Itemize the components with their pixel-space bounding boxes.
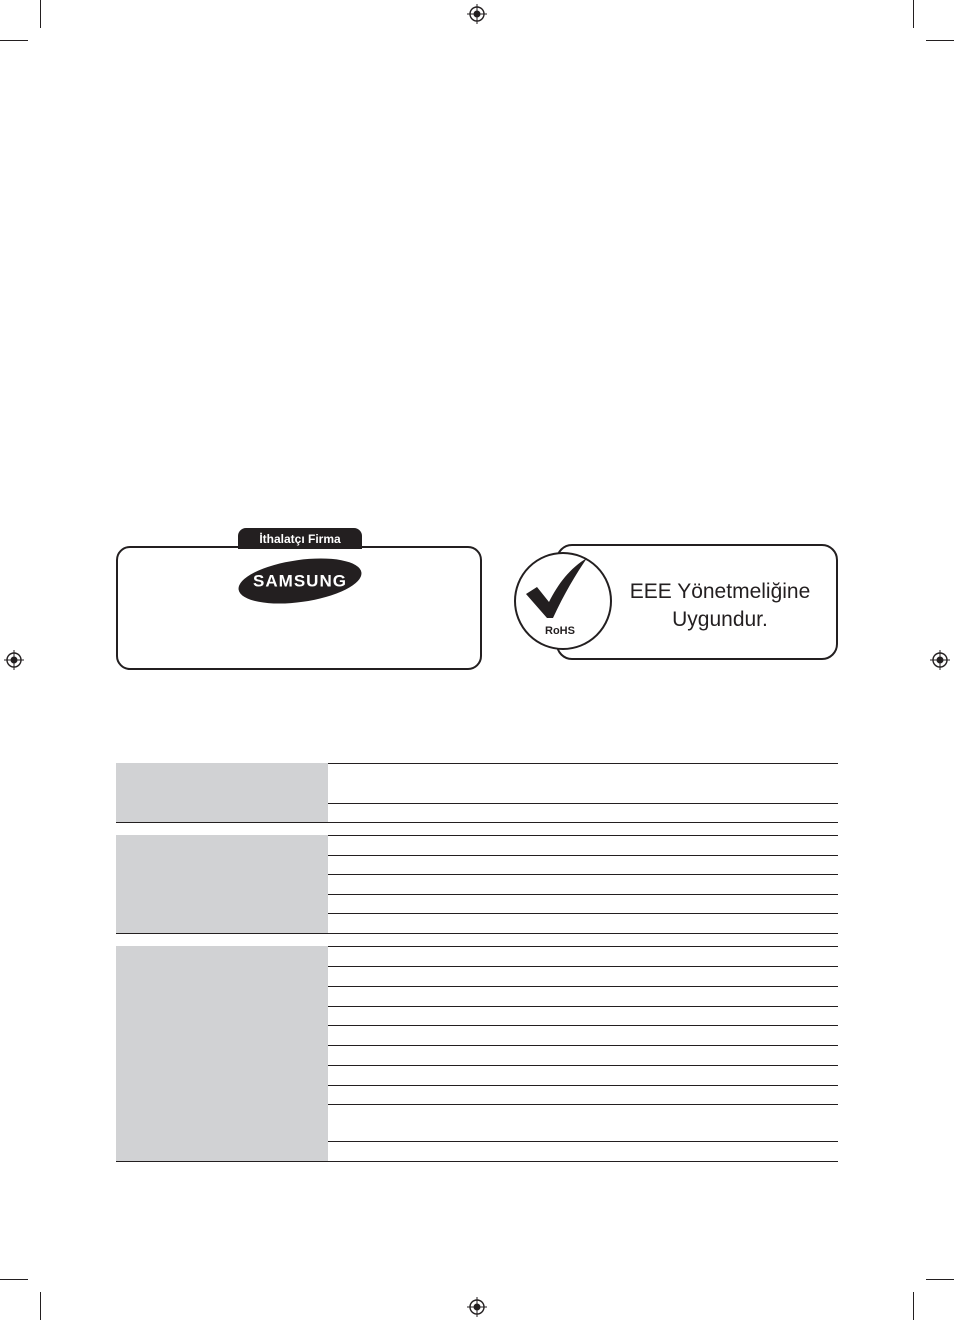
- table-group: [116, 933, 838, 946]
- table-row-line: [328, 855, 838, 856]
- registration-mark-right: [930, 650, 950, 670]
- crop-mark-bottom-left-h: [0, 1279, 28, 1280]
- samsung-logo: [236, 558, 364, 604]
- crop-mark-bottom-left: [40, 1292, 41, 1320]
- crop-mark-top-left: [40, 0, 41, 28]
- crop-mark-bottom-right-h: [926, 1279, 954, 1280]
- table-group: [116, 822, 838, 835]
- table-row-line: [328, 1045, 838, 1046]
- table-label-cell: [116, 874, 328, 933]
- table-label-cell: [116, 1065, 328, 1104]
- table-label-cell: [116, 835, 328, 874]
- rohs-text-line1: EEE Yönetmeliğine: [629, 580, 811, 603]
- rohs-text-line2: Uygundur.: [672, 608, 768, 631]
- registration-mark-left: [4, 650, 24, 670]
- table-row-line: [328, 966, 838, 967]
- table-row-line: [328, 894, 838, 895]
- table-row-line: [328, 1141, 838, 1142]
- rohs-compliance-text: [612, 578, 828, 634]
- registration-mark-top: [467, 4, 487, 24]
- checkmark-icon: [524, 556, 592, 624]
- table-label-cell: [116, 986, 328, 1025]
- crop-mark-top-right-h: [926, 40, 954, 41]
- table-label-cell: [116, 763, 328, 822]
- table-group: [116, 1104, 838, 1161]
- registration-mark-bottom: [467, 1297, 487, 1317]
- importer-tab-label: İthalatçı Firma: [238, 528, 362, 549]
- table-row-line: [328, 913, 838, 914]
- table-row-line: [328, 1085, 838, 1086]
- rohs-badge-label: RoHS: [545, 625, 575, 637]
- table-group: [116, 763, 838, 822]
- table-row-line: [328, 803, 838, 804]
- table-group: [116, 874, 838, 933]
- table-group-line: [116, 1161, 838, 1162]
- crop-mark-top-left-h: [0, 40, 28, 41]
- table-label-cell: [116, 1104, 328, 1161]
- table-row-line: [328, 1006, 838, 1007]
- crop-mark-bottom-right: [913, 1292, 914, 1320]
- info-table: [116, 763, 838, 1165]
- table-label-cell: [116, 946, 328, 986]
- crop-mark-top-right: [913, 0, 914, 28]
- table-label-cell: [116, 1025, 328, 1065]
- samsung-logo-text: SAMSUNG: [253, 571, 347, 591]
